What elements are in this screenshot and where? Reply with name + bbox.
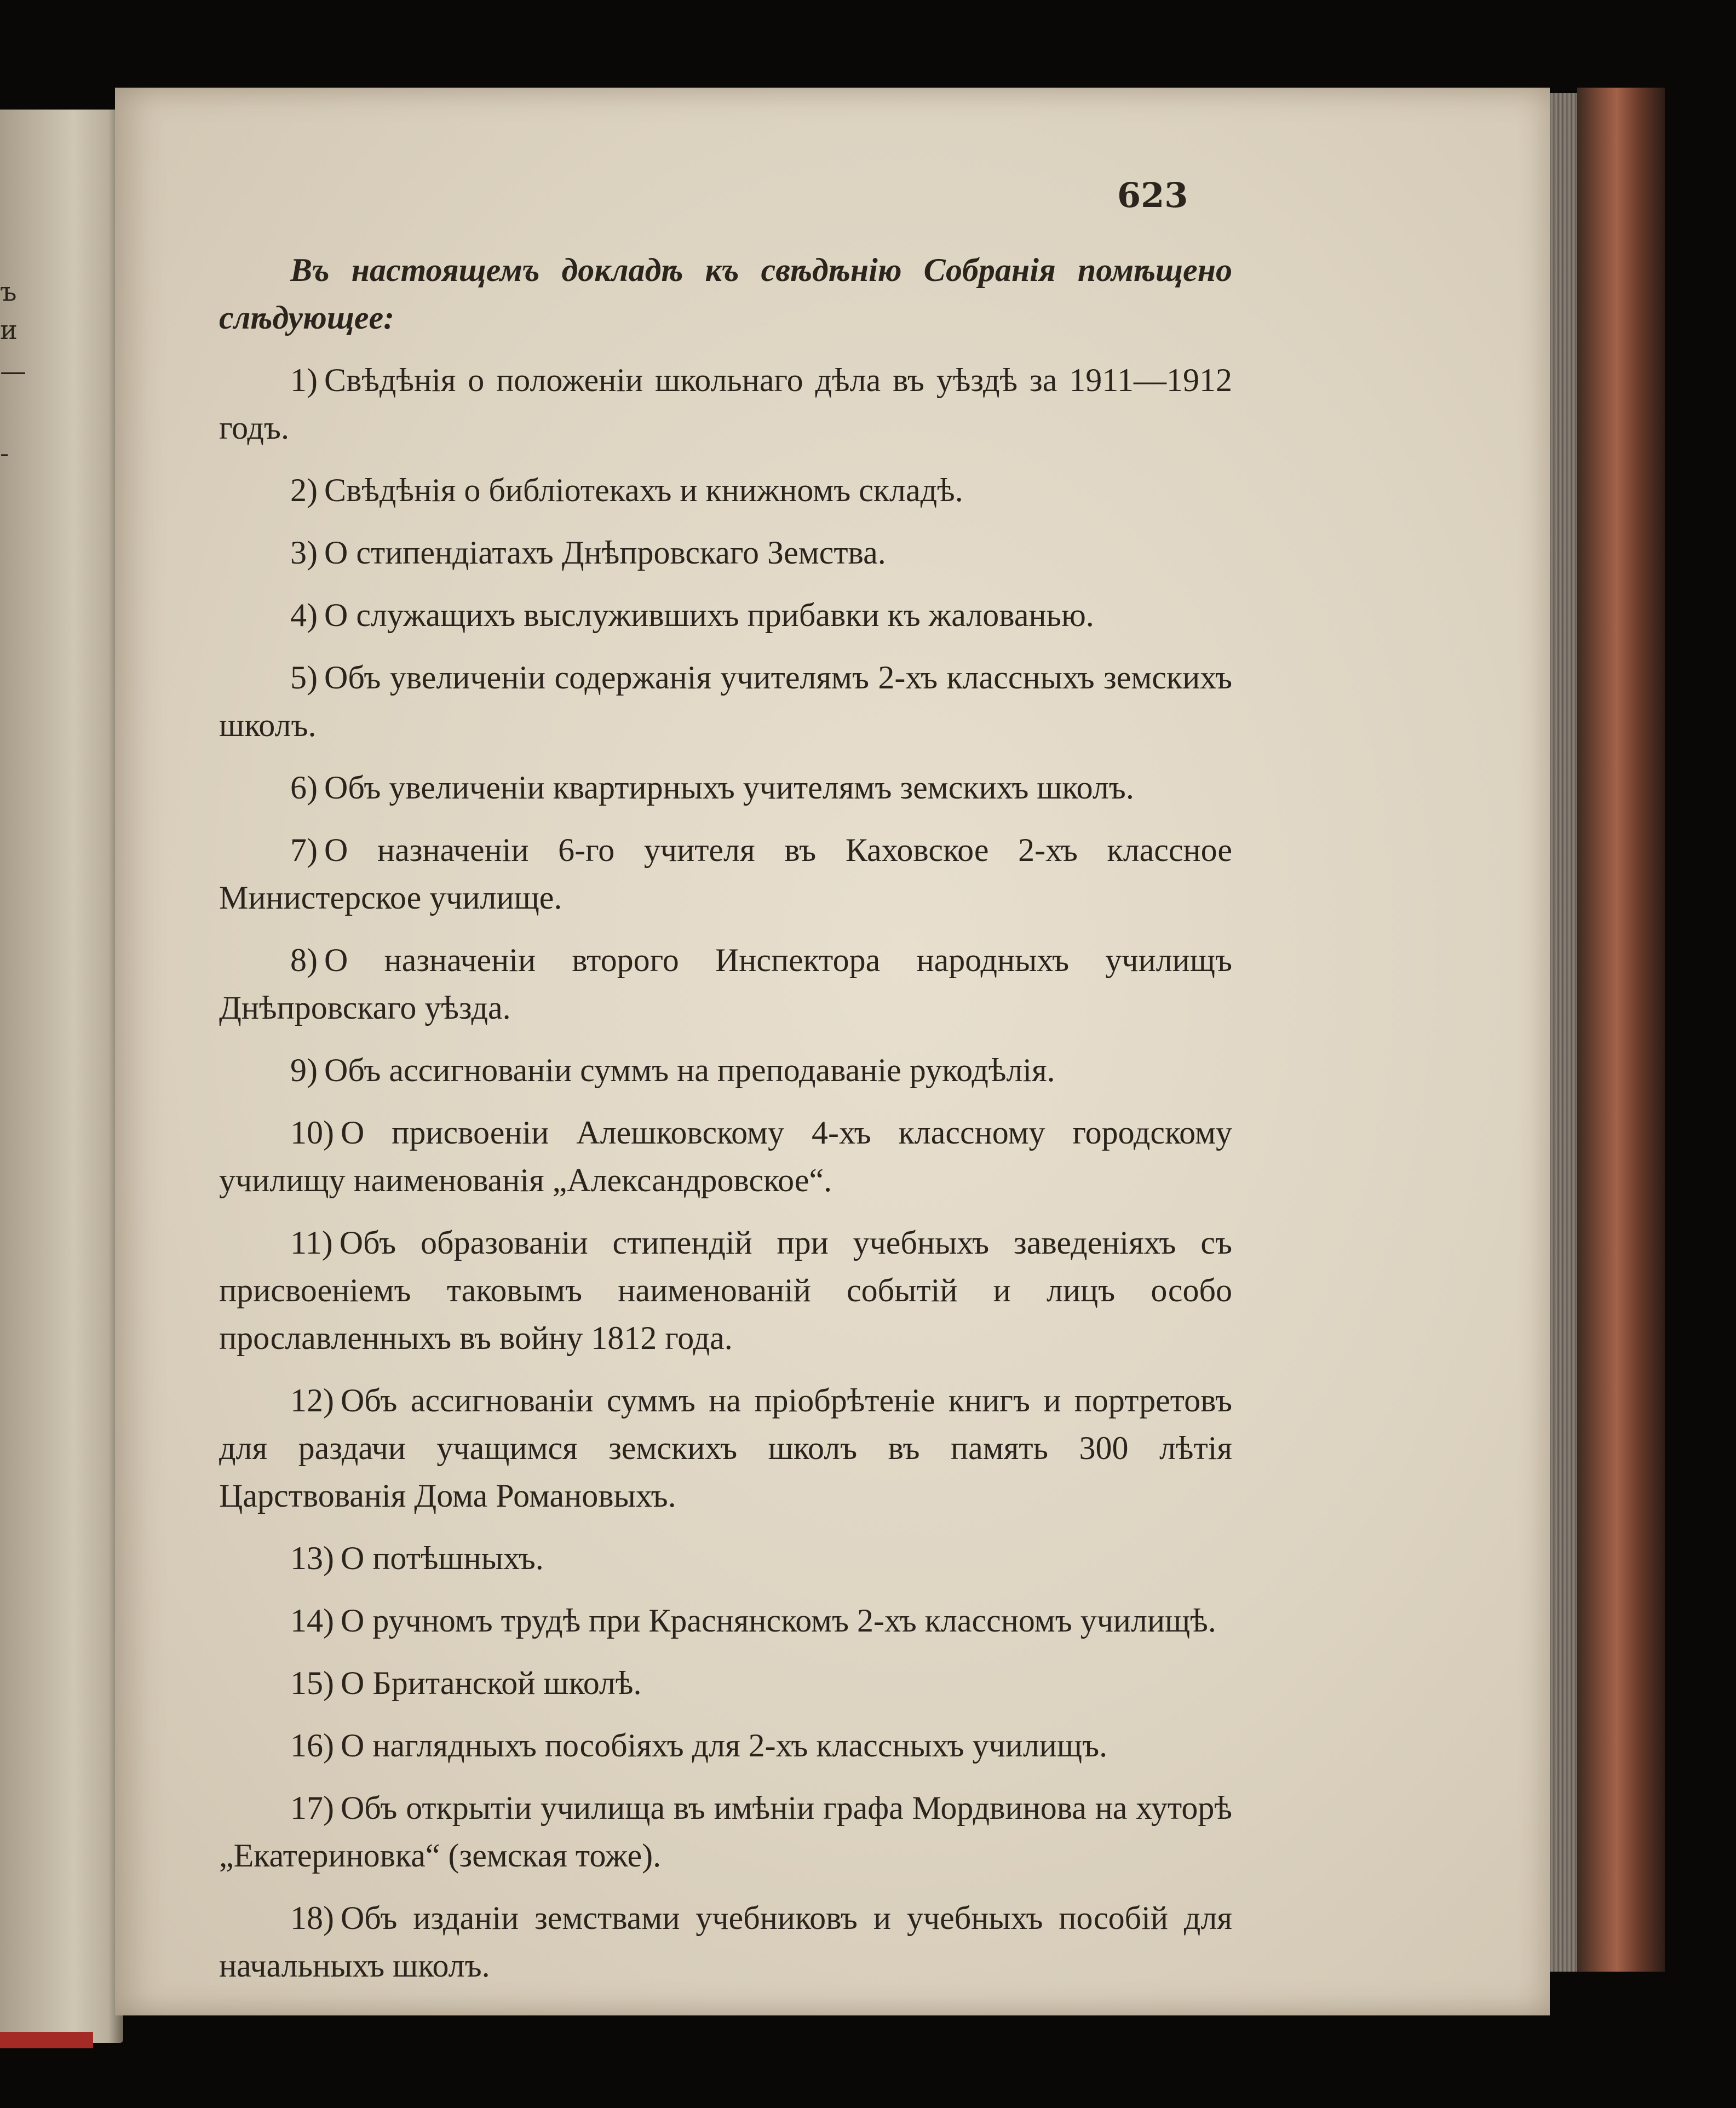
item-text: Объ ассигнованіи суммъ на преподаваніе рукодѣлія. xyxy=(324,1052,1055,1088)
item-number: 9) xyxy=(290,1052,318,1088)
item-text: Объ открытіи училища въ имѣніи графа Мордвинова на хуторѣ „Екатериновка“ (земская тоже). xyxy=(219,1790,1232,1874)
item-number: 12) xyxy=(290,1382,334,1418)
item-number: 5) xyxy=(290,659,318,696)
list-item xyxy=(219,1109,1232,1204)
item-number: 10) xyxy=(290,1115,334,1151)
list-item xyxy=(219,1597,1232,1645)
item-text: О назначеніи второго Инспектора народныхъ училищъ Днѣпровскаго уѣзда. xyxy=(219,942,1232,1026)
list-item xyxy=(219,529,1232,577)
item-text: О назначеніи 6-го учителя въ Каховское 2-хъ классное Министерское училище. xyxy=(219,832,1232,916)
page-text xyxy=(219,246,1232,2004)
page-number: 623 xyxy=(1117,175,1188,215)
list-item xyxy=(219,654,1232,749)
list-item xyxy=(219,1722,1232,1770)
item-number: 4) xyxy=(290,597,318,633)
item-number: 8) xyxy=(290,942,318,978)
item-text: О ручномъ трудѣ при Краснянскомъ 2-хъ классномъ училищѣ. xyxy=(340,1602,1216,1639)
list-item xyxy=(219,826,1232,922)
item-text: О стипендіатахъ Днѣпровскаго Земства. xyxy=(324,535,886,571)
left-page-red-edge xyxy=(0,2032,93,2048)
left-page-mark: - xyxy=(0,438,9,469)
list-item xyxy=(219,357,1232,452)
left-page-mark: — xyxy=(0,356,26,387)
item-text: Свѣдѣнія о положеніи школьнаго дѣла въ уѣздѣ за 1911—1912 годъ. xyxy=(219,362,1232,446)
list-item xyxy=(219,591,1232,639)
item-text: Объ увеличеніи содержанія учителямъ 2-хъ классныхъ земскихъ школъ. xyxy=(219,659,1232,743)
list-item xyxy=(219,1377,1232,1520)
item-number: 2) xyxy=(290,472,318,508)
item-number: 13) xyxy=(290,1540,334,1576)
list-item xyxy=(219,1894,1232,1990)
intro-line: Въ настоящемъ докладѣ къ свѣдѣнію Собранія помѣщено слѣдующее: xyxy=(219,252,1232,336)
item-text: Объ изданіи земствами учебниковъ и учебныхъ пособій для начальныхъ школъ. xyxy=(219,1900,1232,1984)
item-text: О служащихъ выслужившихъ прибавки къ жалованью. xyxy=(324,597,1094,633)
item-text: О потѣшныхъ. xyxy=(340,1540,544,1576)
item-number: 3) xyxy=(290,535,318,571)
item-number: 16) xyxy=(290,1727,334,1764)
item-number: 18) xyxy=(290,1900,334,1936)
left-page-mark: и xyxy=(0,315,18,346)
item-number: 14) xyxy=(290,1602,334,1639)
item-number: 1) xyxy=(290,362,318,398)
item-text: Объ увеличеніи квартирныхъ учителямъ земскихъ школъ. xyxy=(324,769,1134,806)
list-item xyxy=(219,764,1232,812)
item-text: О наглядныхъ пособіяхъ для 2-хъ классныхъ училищъ. xyxy=(340,1727,1108,1764)
left-page-mark: ъ xyxy=(0,277,17,307)
item-text: Объ ассигнованіи суммъ на пріобрѣтеніе книгъ и портретовъ для раздачи учащимся земскихъ школъ въ память 300 лѣтія Царствованія Дома Романовыхъ. xyxy=(219,1382,1232,1514)
item-number: 6) xyxy=(290,769,318,806)
book-binding xyxy=(1577,88,1665,1972)
item-number: 15) xyxy=(290,1665,334,1701)
item-number: 7) xyxy=(290,832,318,868)
item-text: О Британской школѣ. xyxy=(340,1665,642,1701)
list-item xyxy=(219,1659,1232,1707)
list-item xyxy=(219,467,1232,514)
list-item xyxy=(219,1219,1232,1362)
item-number: 11) xyxy=(290,1225,333,1261)
item-text: Свѣдѣнія о библіотекахъ и книжномъ складѣ. xyxy=(324,472,963,508)
item-text: О присвоеніи Алешковскому 4-хъ классному городскому училищу наименованія „Александровское“. xyxy=(219,1115,1232,1198)
list-item xyxy=(219,1535,1232,1582)
item-list xyxy=(219,357,1232,1990)
item-number: 17) xyxy=(290,1790,334,1826)
list-item xyxy=(219,937,1232,1032)
list-item xyxy=(219,1047,1232,1094)
list-item xyxy=(219,1784,1232,1880)
left-page-edge xyxy=(0,110,123,2043)
item-text: Объ образованіи стипендій при учебныхъ заведеніяхъ съ присвоеніемъ таковымъ наименованій событій и лицъ особо прославленныхъ въ войну 1812 года. xyxy=(219,1225,1232,1356)
